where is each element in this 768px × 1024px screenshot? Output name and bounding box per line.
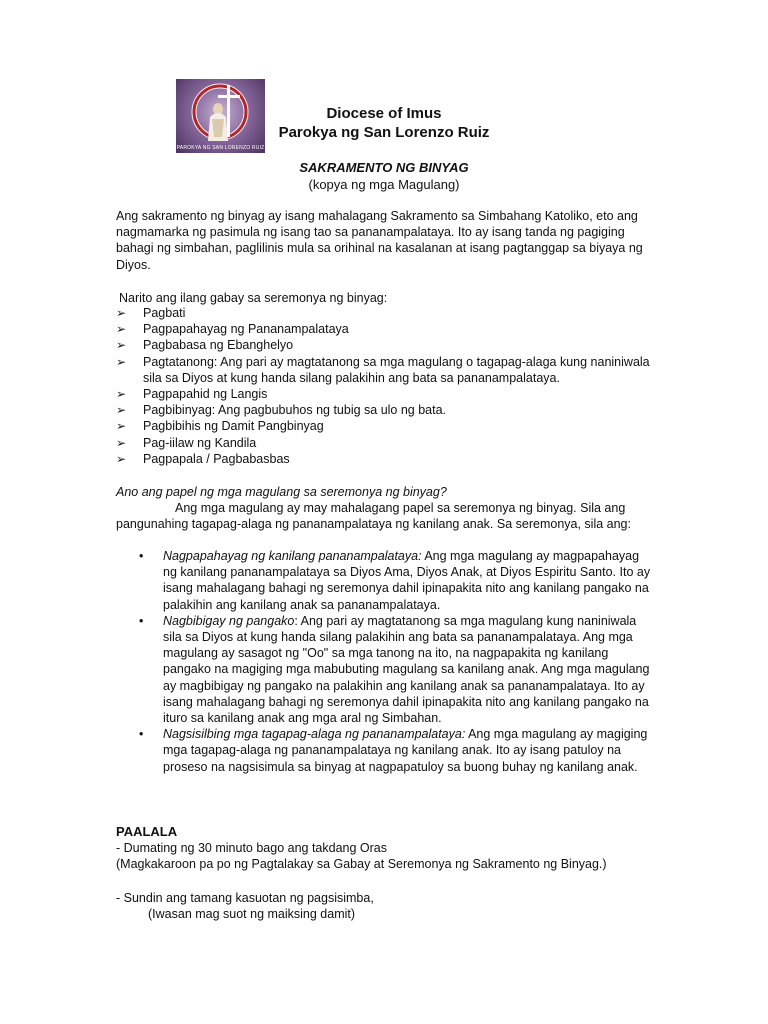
- list-item: ➢ Pagbati: [116, 305, 656, 321]
- list-item: ➢ Pagbibinyag: Ang pagbubuhos ng tubig sa ulo ng bata.: [116, 402, 656, 418]
- list-item: [163, 726, 655, 775]
- list-item: [163, 548, 655, 613]
- ceremony-guide-list: [116, 305, 656, 467]
- list-item: ➢ Pagbibihis ng Damit Pangbinyag: [116, 418, 656, 434]
- intro-paragraph: Ang sakramento ng binyag ay isang mahalagang Sakramento sa Simbahang Katoliko, eto ang nagmamarka ng pasimula ng isang tao sa pananampalataya. Ito ay isang tanda ng pagiging bahagi ng simbahan, paglilinis mula sa orihinal na kasalanan at isang pagtanggap sa biyaya ng Diyos.: [116, 209, 643, 272]
- reminder-line: - Sundin ang tamang kasuotan ng pagsisimba,: [116, 891, 374, 905]
- reminder-line: - Dumating ng 30 minuto bago ang takdang Oras: [116, 841, 388, 855]
- list-item: ➢ Pag-iilaw ng Kandila: [116, 435, 656, 451]
- parish-title: Parokya ng San Lorenzo Ruiz: [278, 124, 490, 141]
- role-answer: Ang mga magulang ay may mahalagang papel sa seremonya ng binyag. Sila ang pangunahing tagapag-alaga ng pananampalataya ng kanilang anak. Sa seremonya, sila ang:: [116, 501, 631, 532]
- list-item: ➢ Pagpapahayag ng Pananampalataya: [116, 321, 656, 337]
- document-title: SAKRAMENTO NG BINYAG: [299, 160, 469, 175]
- logo-caption: PAROKYA NG SAN LORENZO RUIZ: [176, 145, 265, 151]
- role-text: : Ang pari ay magtatanong sa mga magulang kung naniniwala sila sa Diyos at kung handa silang palakihin ang bata sa pananampalataya. Ang mga magulang ay sasagot ng "Oo" sa mga tanong na ito, na nagpapakita ng kanilang pangako na magiging mga mabubuting magulang sa kanilang anak. Ang mga magulang ay magbibigay ng pangako na palakihin ang kanilang anak sa pananampalataya. Ito ay isang mahalagang bahagi ng seremonya dahil ipinapakita nito ang kanilang pangako na ituro sa kanilang anak ang mga aral ng Simbahan.: [163, 613, 650, 726]
- list-item: ➢ Pagbabasa ng Ebanghelyo: [116, 337, 656, 353]
- list-item: ➢ Pagpapala / Pagbabasbas: [116, 451, 656, 467]
- role-term: Nagsisilbing mga tagapag-alaga ng pananampalataya:: [163, 727, 466, 742]
- parent-role-list: [163, 548, 655, 775]
- reminder-detail: (Iwasan mag suot ng maiksing damit): [148, 907, 356, 921]
- list-item: [163, 613, 655, 726]
- role-text: Ang mga magulang ay magiging mga tagapag-alaga ng pananampalataya ng kanilang anak. Ito ay isang patuloy na proseso na nagsisimula sa binyag at nagpapatuloy sa buong buhay ng kanilang anak.: [163, 727, 648, 774]
- paalala-heading: PAALALA: [116, 824, 178, 839]
- diocese-title: Diocese of Imus: [326, 105, 442, 122]
- document-subtitle: (kopya ng mga Magulang): [308, 177, 460, 192]
- role-term: Nagpapahayag ng kanilang pananampalataya:: [163, 549, 422, 563]
- list-item: ➢ Pagpapahid ng Langis: [116, 386, 656, 402]
- guide-label: Narito ang ilang gabay sa seremonya ng binyag:: [119, 291, 388, 305]
- role-text: Ang mga magulang ay magpapahayag ng kanilang pananampalataya sa Diyos Ama, Diyos Anak, at Diyos Espiritu Santo. Ito ay isang mahalagang bahagi ng seremonya dahil ipinapakita nito ang kanilang pangako na palakihin ang kanilang anak sa pananampalataya.: [163, 549, 651, 612]
- role-term: Nagbibigay ng pangako: [163, 613, 295, 628]
- reminder-detail: (Magkakaroon pa po ng Pagtalakay sa Gabay at Seremonya ng Sakramento ng Binyag.): [116, 857, 607, 871]
- role-question: Ano ang papel ng mga magulang sa seremonya ng binyag?: [116, 485, 447, 499]
- list-item: ➢ Pagtatanong: Ang pari ay magtatanong sa mga magulang o tagapag-alaga kung naniniwala sila sa Diyos at kung handa silang palakihin ang bata sa pananampalataya.: [116, 354, 656, 386]
